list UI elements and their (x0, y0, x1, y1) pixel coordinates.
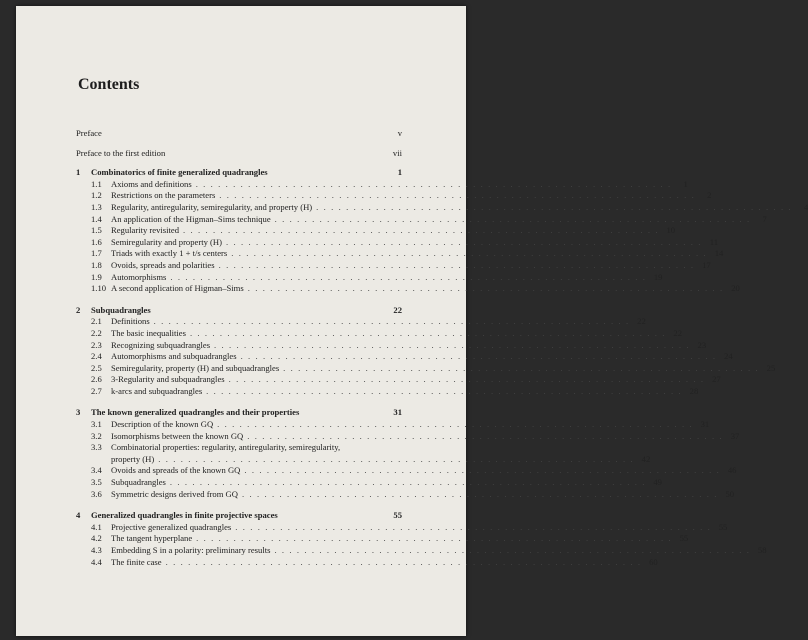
toc-page-number: 37 (730, 430, 740, 441)
toc-page-number: 55 (679, 533, 689, 544)
toc-page-number: 14 (714, 248, 724, 259)
section-number: 4.4 (91, 556, 102, 567)
section-number: 3.1 (91, 419, 102, 430)
toc-section[interactable] (76, 351, 733, 363)
section-number: 3.3 (91, 442, 102, 453)
toc-chapter-3[interactable] (76, 407, 402, 419)
toc-section[interactable] (76, 488, 735, 501)
toc-section[interactable] (76, 477, 662, 489)
section-title: An application of the Higman–Sims technique (111, 213, 271, 224)
toc-page-number: 22 (637, 316, 646, 327)
toc-page-number: 58 (757, 545, 767, 555)
toc-page-number: v (397, 128, 402, 138)
chapter-title: Generalized quadrangles in finite projective spaces (91, 510, 278, 521)
section-number: 4.3 (91, 545, 102, 555)
toc-section[interactable] (76, 178, 688, 191)
section-title: Isomorphisms between the known GQ (111, 430, 244, 441)
toc-section[interactable] (76, 271, 663, 284)
section-title: The finite case (111, 556, 162, 567)
section-title: Recognizing subquadrangles (111, 339, 211, 350)
toc-page-number: 55 (718, 521, 728, 532)
toc-section[interactable] (76, 327, 682, 340)
section-number: 1.9 (91, 271, 102, 282)
toc-section[interactable] (76, 316, 646, 328)
section-number: 2.3 (91, 339, 102, 350)
toc-section[interactable] (76, 213, 767, 226)
toc-section[interactable] (76, 248, 724, 260)
toc-page-number: 23 (697, 339, 707, 350)
section-number: 3.6 (91, 488, 102, 499)
toc-section[interactable] (76, 385, 699, 398)
section-title: k-arcs and subquadrangles (111, 385, 203, 396)
section-title: Semiregularity, property (H) and subquadrangles (111, 362, 280, 373)
toc-page-number: 4 (803, 201, 808, 212)
toc-section-continuation[interactable] (76, 453, 651, 466)
toc-page-number: 22 (393, 304, 402, 315)
toc-chapter-4[interactable] (76, 510, 402, 522)
toc-page-number: 19 (653, 271, 663, 282)
toc-section[interactable] (76, 374, 721, 386)
section-number: 2.5 (91, 362, 102, 373)
toc-page-number: 27 (712, 374, 721, 385)
toc-section[interactable] (76, 190, 712, 202)
section-title: A second application of Higman–Sims (111, 283, 244, 294)
chapter-title: Subquadrangles (91, 304, 151, 315)
section-number: 3.2 (91, 430, 102, 441)
toc-page-number: 28 (689, 385, 699, 396)
section-title: The tangent hyperplane (111, 533, 193, 544)
toc-page-number: 24 (724, 351, 733, 362)
toc-page-number: 46 (727, 465, 737, 476)
toc-page-number: 31 (393, 407, 402, 418)
section-title: Symmetric designs derived from GQ (111, 488, 238, 499)
section-number: 1.5 (91, 225, 102, 236)
section-number: 2.1 (91, 316, 102, 327)
toc-page-number: 42 (641, 453, 651, 464)
toc-chapter-2[interactable] (76, 305, 402, 317)
toc-section[interactable] (76, 521, 728, 534)
toc-section[interactable] (76, 225, 676, 237)
chapter-number: 1 (76, 167, 81, 178)
section-number: 2.6 (91, 374, 102, 385)
toc-page-number: 22 (673, 327, 682, 338)
section-title: Restrictions on the parameters (111, 190, 216, 201)
toc-chapter-1[interactable] (76, 167, 402, 179)
toc-section[interactable] (76, 362, 776, 375)
toc-page-number: 20 (731, 283, 740, 294)
section-number: 2.7 (91, 385, 102, 396)
toc-section[interactable] (76, 545, 767, 557)
section-title: Automorphisms (111, 271, 167, 282)
section-title: The basic inequalities (111, 327, 186, 338)
toc-page-number: 7 (762, 213, 767, 224)
toc-entry-preface-first-edition[interactable] (76, 148, 402, 160)
toc-page-number: vii (392, 147, 402, 158)
toc-page-number: 50 (725, 488, 735, 499)
book-page (16, 6, 808, 636)
section-number: 1.2 (91, 190, 102, 201)
toc-page-number: 25 (766, 362, 776, 373)
toc-section[interactable] (76, 430, 740, 443)
section-title: Description of the known GQ (111, 419, 214, 430)
toc-page-number: 60 (649, 556, 658, 567)
section-number: 1.4 (91, 213, 102, 224)
toc-section[interactable] (76, 339, 707, 352)
section-title: Definitions (111, 316, 150, 327)
page-title: Contents (78, 76, 140, 93)
toc-entry-text: Preface (76, 128, 102, 138)
section-number: 1.6 (91, 236, 102, 247)
section-number: 3.4 (91, 465, 102, 476)
section-title: Combinatorial properties: regularity, antiregularity, semiregularity, (111, 442, 341, 453)
section-number: 3.5 (91, 477, 102, 488)
chapter-title: The known generalized quadrangles and their properties (91, 407, 300, 418)
toc-page-number: 1 (397, 167, 402, 178)
section-number: 1.3 (91, 201, 102, 212)
toc-page-number: 31 (700, 419, 710, 430)
toc-section[interactable] (76, 259, 711, 272)
section-title: Automorphisms and subquadrangles (111, 351, 237, 362)
section-number: 1.8 (91, 259, 102, 270)
section-number: 1.7 (91, 248, 102, 259)
section-title: Projective generalized quadrangles (111, 521, 232, 532)
toc-page-number: 55 (393, 510, 402, 521)
chapter-title: Combinatorics of finite generalized quadrangles (91, 167, 268, 178)
toc-section[interactable] (76, 283, 740, 295)
toc-page-number: 11 (709, 236, 719, 247)
toc-section[interactable] (76, 419, 710, 431)
section-title: Ovoids and spreads of the known GQ (111, 465, 241, 476)
section-number: 4.1 (91, 521, 102, 532)
section-title: Triads with exactly 1 + t/s centers (111, 248, 228, 259)
section-number: 1.10 (91, 283, 107, 294)
toc-entry-text: Preface to the first edition (76, 147, 166, 158)
chapter-number: 3 (76, 407, 81, 418)
toc-page-number: 2 (707, 190, 712, 201)
section-number: 2.4 (91, 351, 102, 362)
table-of-contents (76, 128, 808, 568)
toc-page-number: 1 (683, 178, 688, 189)
section-title: Regularity revisited (111, 225, 180, 236)
section-title: Semiregularity and property (H) (111, 236, 222, 247)
section-title: Subquadrangles (111, 477, 166, 488)
toc-page-number: 17 (702, 259, 711, 270)
toc-section[interactable] (76, 236, 719, 249)
section-title: Ovoids, spreads and polarities (111, 259, 215, 270)
section-number: 1.1 (91, 178, 102, 189)
section-title: Axioms and definitions (111, 178, 192, 189)
section-number: 4.2 (91, 533, 102, 544)
section-title: 3-Regularity and subquadrangles (111, 374, 225, 385)
chapter-number: 4 (76, 510, 81, 521)
toc-page-number: 49 (653, 477, 662, 488)
toc-section[interactable] (76, 556, 658, 569)
section-number: 2.2 (91, 327, 102, 338)
section-title: Embedding S in a polarity: preliminary results (111, 545, 271, 555)
toc-section[interactable] (76, 533, 689, 545)
toc-entry-preface[interactable] (76, 128, 402, 140)
section-title-continued: property (H) (111, 453, 155, 464)
chapter-number: 2 (76, 304, 81, 315)
toc-page-number: 10 (666, 225, 676, 236)
toc-section[interactable] (76, 465, 737, 477)
toc-section[interactable] (76, 442, 402, 454)
section-title: Regularity, antiregularity, semiregularity, and property (H) (111, 201, 313, 212)
toc-section[interactable] (76, 201, 808, 214)
